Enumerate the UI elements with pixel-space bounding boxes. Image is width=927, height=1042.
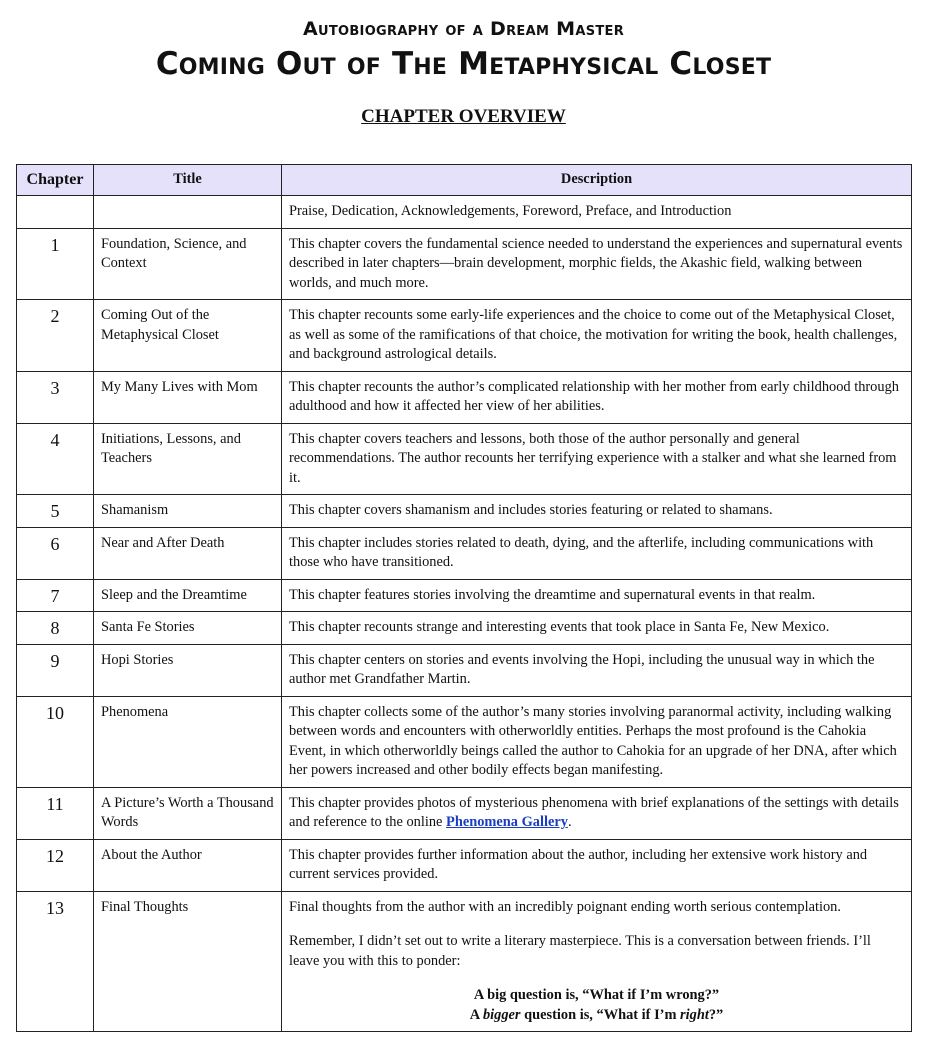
chapter-number: 6 <box>17 527 94 579</box>
table-row <box>17 644 912 696</box>
quote2-part-e: ?” <box>708 1006 724 1023</box>
chapter-description: This chapter covers the fundamental science needed to understand the experiences and supernatural events described in later chapters—brain development, morphic fields, the Akashic field, walking between worlds, and much more. <box>282 228 912 300</box>
chapter-title: About the Author <box>94 839 282 891</box>
chapter-description <box>282 787 912 839</box>
document-header <box>0 18 927 128</box>
table-row <box>17 228 912 300</box>
description-suffix: . <box>567 814 572 830</box>
chapter-number: 12 <box>17 839 94 891</box>
table-row <box>17 612 912 645</box>
chapter-title: Hopi Stories <box>94 644 282 696</box>
chapter-number: 1 <box>17 228 94 300</box>
table-row <box>17 196 912 229</box>
chapter-number: 3 <box>17 371 94 423</box>
chapter-number: 8 <box>17 612 94 645</box>
description-text: This chapter provides photos of mysterious phenomena with brief explanations of the settings with details and reference to the online <box>289 794 899 830</box>
book-title: Coming Out of The Metaphysical Closet <box>155 46 772 82</box>
chapter-number: 9 <box>17 644 94 696</box>
chapter-description: This chapter recounts strange and interesting events that took place in Santa Fe, New Mexico. <box>282 612 912 645</box>
chapter-title: Final Thoughts <box>94 891 282 1032</box>
quote2-emphasis-right: right <box>680 1006 709 1023</box>
chapter-title: A Picture’s Worth a Thousand Words <box>94 787 282 839</box>
chapter-number: 10 <box>17 696 94 787</box>
chapter-title: Initiations, Lessons, and Teachers <box>94 423 282 495</box>
chapter-number: 11 <box>17 787 94 839</box>
chapter-title: My Many Lives with Mom <box>94 371 282 423</box>
table-row <box>17 423 912 495</box>
description-paragraph-2: Remember, I didn’t set out to write a literary masterpiece. This is a conversation between friends. I’ll leave you with this to ponder: <box>289 933 871 969</box>
table-row <box>17 839 912 891</box>
phenomena-gallery-link[interactable]: Phenomena Gallery <box>446 814 568 830</box>
chapter-description: This chapter recounts some early-life experiences and the choice to come out of the Metaphysical Closet, as well as some of the ramifications of that choice, the motivation for writing the book, health challenges, and background astrological details. <box>282 300 912 372</box>
chapter-title: Near and After Death <box>94 527 282 579</box>
column-header-description: Description <box>282 165 912 196</box>
chapter-description: This chapter features stories involving the dreamtime and supernatural events in that realm. <box>282 579 912 612</box>
book-subtitle: Autobiography of a Dream Master <box>302 18 625 40</box>
chapter-description: This chapter includes stories related to death, dying, and the afterlife, including communications with those who have transitioned. <box>282 527 912 579</box>
chapter-title: Shamanism <box>94 495 282 528</box>
quote2-part-a: A <box>469 1006 483 1023</box>
table-row <box>17 579 912 612</box>
chapter-description: This chapter recounts the author’s complicated relationship with her mother from early childhood through adulthood and how it affected her view of her abilities. <box>282 371 912 423</box>
quote-line-2 <box>289 1006 904 1026</box>
chapter-number: 5 <box>17 495 94 528</box>
chapter-description: This chapter centers on stories and events involving the Hopi, including the unusual way in which the author met Grandfather Martin. <box>282 644 912 696</box>
chapter-title <box>94 196 282 229</box>
chapter-description: This chapter collects some of the author’s many stories involving paranormal activity, including walking between words and encounters with otherworldly entities. Perhaps the most profound is the Cahokia Event, in which otherworldly beings called the author to Cahokia for an upgrade of her DNA, after which her powers increased and other bodily effects began manifesting. <box>282 696 912 787</box>
chapter-title: Sleep and the Dreamtime <box>94 579 282 612</box>
chapter-number: 4 <box>17 423 94 495</box>
chapter-title: Phenomena <box>94 696 282 787</box>
table-header-row <box>17 165 912 196</box>
chapter-number: 2 <box>17 300 94 372</box>
chapter-title: Santa Fe Stories <box>94 612 282 645</box>
description-paragraph: Final thoughts from the author with an incredibly poignant ending worth serious contemplation. <box>289 898 841 915</box>
quote2-emphasis-bigger: bigger <box>482 1006 521 1023</box>
chapter-title: Coming Out of the Metaphysical Closet <box>94 300 282 372</box>
table-row <box>17 891 912 1032</box>
chapter-description: This chapter covers teachers and lessons, both those of the author personally and general recommendations. The author recounts her terrifying experience with a stalker and what she learned from it. <box>282 423 912 495</box>
chapter-description: This chapter provides further information about the author, including her extensive work history and current services provided. <box>282 839 912 891</box>
chapter-number <box>17 196 94 229</box>
column-header-chapter: Chapter <box>17 165 94 196</box>
quote-line-1: A big question is, “What if I’m wrong?” <box>473 987 720 1003</box>
section-heading: CHAPTER OVERVIEW <box>361 106 566 127</box>
chapter-overview-table <box>16 164 912 1032</box>
chapter-title: Foundation, Science, and Context <box>94 228 282 300</box>
table-row <box>17 527 912 579</box>
chapter-description: This chapter covers shamanism and includes stories featuring or related to shamans. <box>282 495 912 528</box>
chapter-description <box>282 891 912 1032</box>
table-row <box>17 787 912 839</box>
table-row <box>17 300 912 372</box>
table-row <box>17 495 912 528</box>
quote2-part-c: question is, “What if I’m <box>520 1006 681 1023</box>
table-row <box>17 371 912 423</box>
column-header-title: Title <box>94 165 282 196</box>
chapter-number: 13 <box>17 891 94 1032</box>
table-row <box>17 696 912 787</box>
chapter-description: Praise, Dedication, Acknowledgements, Foreword, Preface, and Introduction <box>282 196 912 229</box>
chapter-number: 7 <box>17 579 94 612</box>
